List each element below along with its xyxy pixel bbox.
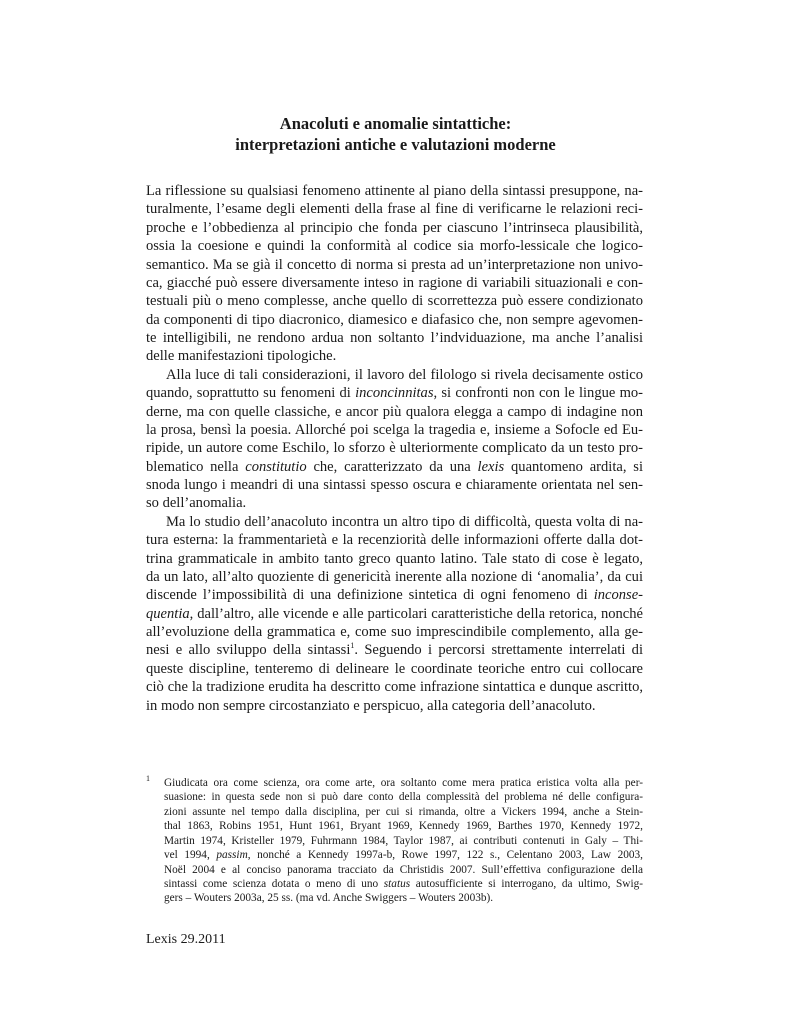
footnote-line: thal 1863, Robins 1951, Hunt 1961, Bryant 1969, Kennedy 1969, Barthes 1970, Kennedy 1972, xyxy=(164,820,643,832)
body-line: delle manifestazioni tipologiche. xyxy=(146,348,337,364)
footnote-marker: 1 xyxy=(146,774,150,783)
body-line: la prosa, bensì la poesia. Allorché poi scelga la tragedia e, insieme a Sofocle ed Eu- xyxy=(146,422,643,438)
body-line: trina grammaticale in ambito tanto greco quanto latino. Tale stato di cose è legato, xyxy=(146,551,643,567)
footnote-line: gers – Wouters 2003a, 25 ss. (ma vd. Anche Swiggers – Wouters 2003b). xyxy=(164,892,494,904)
emphasis-text: inconse- xyxy=(593,587,643,603)
body-line: ca, giacché può essere diversamente inteso in ragione di variabili situazionali e con- xyxy=(146,275,643,291)
body-line: queste discipline, tenteremo di delineare le coordinate teoriche entro cui collocare xyxy=(146,661,643,677)
body-line: semantico. Ma se già il concetto di norma si presta ad un’interpretazione non univo- xyxy=(146,257,643,273)
footnote-line: Noël 2004 e al conciso panorama tracciato da Christidis 2007. Sull’effettiva configurazione della xyxy=(164,864,643,876)
body-line: proche e l’obbedienza al principio che fonda per ciascuno l’intrinseca plausibilità, xyxy=(146,220,643,236)
body-line: snoda lungo i meandri di una sintassi spesso oscura e chiaramente orientata nel sen- xyxy=(146,477,643,493)
journal-footer: Lexis 29.2011 xyxy=(146,932,226,947)
article-title-line-2: interpretazioni antiche e valutazioni moderne xyxy=(235,135,556,154)
body-line: te intelligibili, ne rendono ardua non soltanto l’indviduazione, ma anche l’analisi xyxy=(146,330,643,346)
body-line: quando, soprattutto su fenomeni di inconcinnitas, si confronti non con le lingue mo- xyxy=(146,385,643,401)
footnote-line: vel 1994, passim, nonché a Kennedy 1997a-b, Rowe 1997, 122 s., Celentano 2003, Law 2003, xyxy=(164,849,643,861)
emphasis-text: quentia xyxy=(146,606,190,622)
body-line: quentia, dall’altro, alle vicende e alle particolari caratteristiche della retorica, nonché xyxy=(146,606,643,622)
emphasis-text: inconcinnitas xyxy=(355,385,434,401)
body-line: turalmente, l’esame degli elementi della frase al fine di verificarne le relazioni reci- xyxy=(146,201,643,217)
body-line: tura esterna: la frammentarietà e la recenziorità delle informazioni offerte dalla dot- xyxy=(146,532,643,548)
footnote-line: suasione: in questa sede non si può dare conto della complessità del problema né delle configura- xyxy=(164,791,643,803)
footnote-reference[interactable]: 1 xyxy=(350,641,355,651)
emphasis-text: lexis xyxy=(477,459,505,475)
emphasis-text: passim xyxy=(216,849,248,861)
body-line: so dell’anomalia. xyxy=(146,495,247,511)
body-line: da componenti di tipo diacronico, diamesico e diafasico che, non sempre agevomen- xyxy=(146,312,643,328)
body-line: in modo non sempre circostanziato e perspicuo, alla categoria dell’anacoluto. xyxy=(146,698,596,714)
body-line: discende l’impossibilità di una definizione sintetica di ogni fenomeno di inconse- xyxy=(146,587,643,603)
emphasis-text: status xyxy=(383,878,411,890)
body-line: derne, ma con quelle classiche, e ancor più qualora elegga a campo di indagine non xyxy=(146,404,643,420)
emphasis-text: constitutio xyxy=(245,459,307,475)
footnote-line: sintassi come scienza dotata o meno di uno status autosufficiente si interrogano, da ultimo, Swig- xyxy=(164,878,643,890)
body-line: da un lato, all’alto quoziente di genericità inerente alla nozione di ‘anomalia’, da cui xyxy=(146,569,643,585)
footnote-line: Giudicata ora come scienza, ora come arte, ora soltanto come mera pratica eristica volta alla per- xyxy=(164,777,643,789)
body-line: ossia la coesione e quindi la conformità al codice sia morfo-lessicale che logico- xyxy=(146,238,643,254)
article-title-line-1: Anacoluti e anomalie sintattiche: xyxy=(279,114,512,133)
body-line: ripide, un autore come Eschilo, lo sforzo è ulteriormente complicato da un testo pro- xyxy=(146,440,643,456)
body-line: nesi e allo sviluppo della sintassi$^1$. Seguendo i percorsi strettamente interrelati di xyxy=(146,641,643,658)
footnote-line: zioni assunte nel tempo dalla disciplina, per cui si rimanda, oltre a Vickers 1994, anche a Stein- xyxy=(164,806,643,818)
body-line: all’evoluzione della grammatica e, come suo imprescindibile complemento, alla ge- xyxy=(146,624,643,640)
body-line: Alla luce di tali considerazioni, il lavoro del filologo si rivela decisamente ostico xyxy=(166,367,643,383)
body-line: blematico nella constitutio che, caratterizzato da una lexis quantomeno ardita, si xyxy=(146,459,643,475)
footnote-line: Martin 1974, Kristeller 1979, Fuhrmann 1984, Taylor 1987, ai contributi contenuti in Galy – Thi- xyxy=(164,835,643,847)
body-line: testuali più o meno complesse, anche quello di scorrettezza può essere condizionato xyxy=(146,293,643,309)
body-line: ciò che la tradizione erudita ha descritto come infrazione sintattica e dunque ascritto, xyxy=(146,679,643,695)
body-line: Ma lo studio dell’anacoluto incontra un altro tipo di difficoltà, questa volta di na- xyxy=(166,514,643,530)
body-line: La riflessione su qualsiasi fenomeno attinente al piano della sintassi presuppone, na- xyxy=(146,183,643,199)
